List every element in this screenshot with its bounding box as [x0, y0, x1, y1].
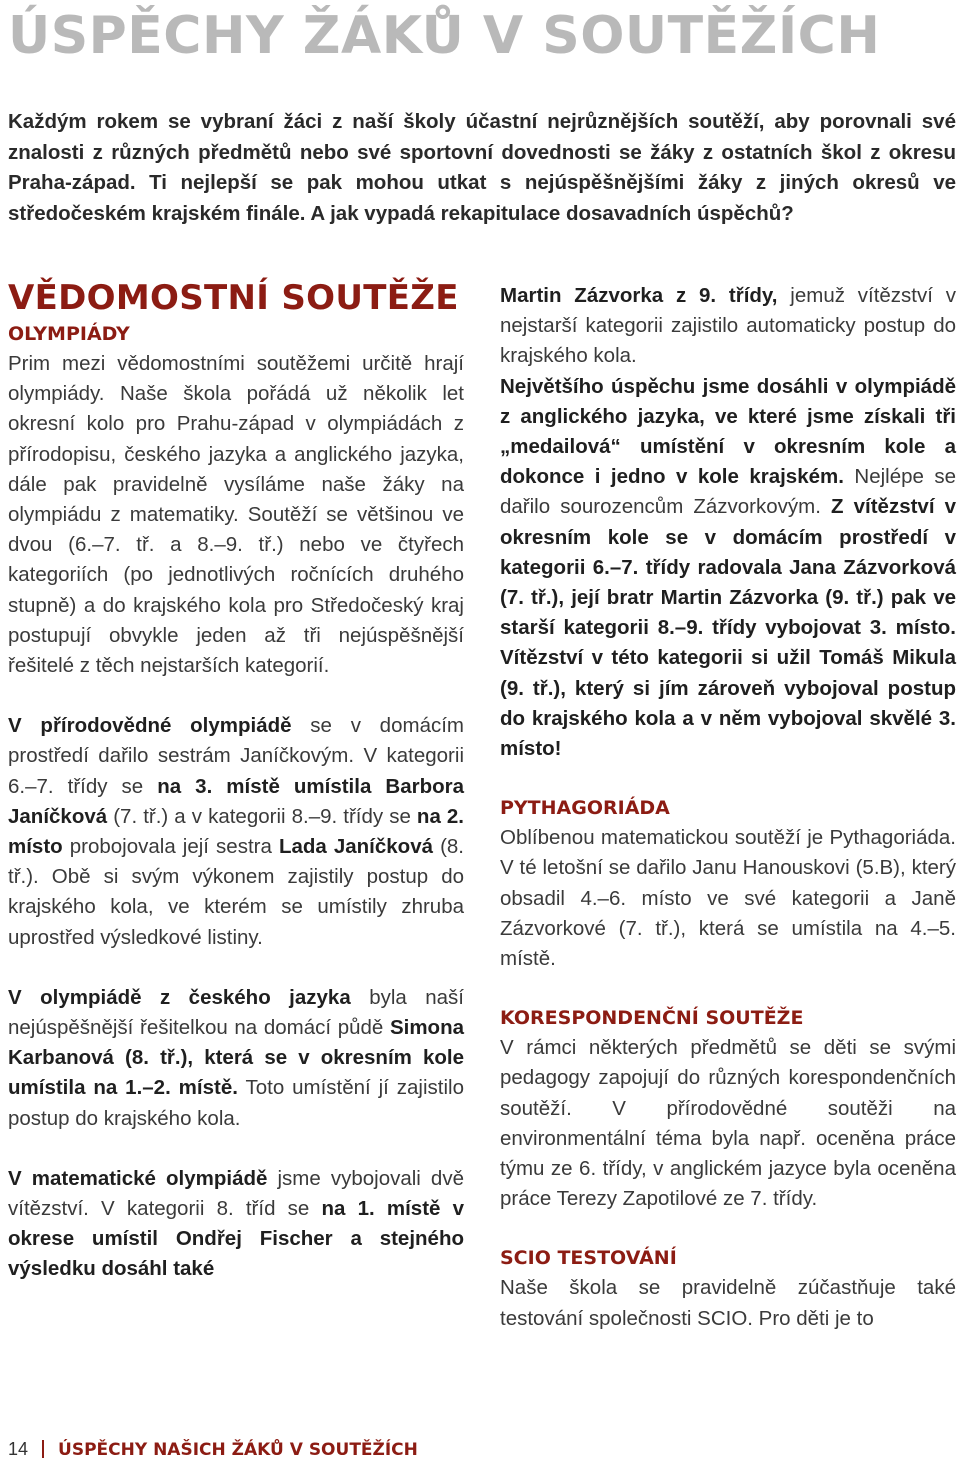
matematicka-olympiada-continued: Martin Zázvorka z 9. třídy, jemuž vítězství v nejstarší kategorii zajistilo automaticky postup do krajského kola. [500, 284, 956, 368]
subheading-korespondencni: KORESPONDENČNÍ SOUTĚŽE [500, 1007, 804, 1030]
right-column [500, 276, 956, 1334]
anglicky-jazyk-olympiada-paragraph: Největšího úspěchu jsme dosáhli v olympiádě z anglického jazyka, ve které jsme získali tři „medailová“ umístění v okresním kole a dokonce i jedno v kole krajském. Nejlépe se dařilo sourozencům Zázvorkovým. Z vítězství v okresním kole se v domácím prostředí v kategorii 6.–7. třídy radovala Jana Zázvorková (7. tř.), její bratr Martin Zázvorka (9. tř.) pak ve starší kategorii 8.–9. třídy vybojovat 3. místo. Vítězství v této kategorii si užil Tomáš Mikula (9. tř.), který si jím zároveň vybojoval postup do krajského kola a v něm vybojoval skvělé 3. místo! [500, 374, 957, 761]
subheading-pythagoriada: PYTHAGORIÁDA [500, 797, 670, 820]
left-column [8, 276, 464, 1285]
intro-paragraph: Každým rokem se vybraní žáci z naší školy účastní nejrůznějších soutěží, aby porovnali své znalosti z různých předmětů nebo své sportovní dovednosti se žáky z ostatních škol z okresu Praha-západ. Ti nejlepší se pak mohou utkat s nejúspěšnějšími žáky z jiných okresů ve středočeském krajském finále. A jak vypadá rekapitulace dosavadních úspěchů? [8, 110, 956, 225]
olympiady-intro-paragraph: Prim mezi vědomostními soutěžemi určitě hrají olympiády. Naše škola pořádá už několik let okresní kolo pro Prahu-západ v olympiádách z přírodopisu, českého jazyka a anglického jazyka, dále pak pravidelně vysíláme naše žáky na olympiádu z matematiky. Soutěží se většinou ve dvou (6.–7. tř. a 8.–9. tř.) nebo ve čtyřech kategoriích (po jednotlivých ročnících druhého stupně) a do krajského kola pro Středočeský kraj postupují obvykle jeden až tři nejúspěšnější řešitelé z těch nejstarších kategorií. [8, 352, 464, 678]
page-number: 14 [8, 1439, 29, 1459]
subheading-olympiady: OLYMPIÁDY [8, 323, 130, 345]
prirodovedna-olympiada-paragraph: V přírodovědné olympiádě se v domácím prostředí dařilo sestrám Janíčkovým. V kategorii 6.–7. třídy se na 3. místě umístila Barbora Janíčková (7. tř.) a v kategorii 8.–9. třídy se na 2. místo probojovala její sestra Lada Janíčková (8. tř.). Obě si svým výkonem zajistily postup do krajského kola, ve kterém se umístily zhruba uprostřed výsledkové listiny. [8, 714, 465, 949]
subheading-scio: SCIO TESTOVÁNÍ [500, 1247, 677, 1270]
footer-divider [42, 1440, 44, 1458]
footer-title: ÚSPĚCHY NAŠICH ŽÁKŮ V SOUTĚŽÍCH [58, 1440, 418, 1460]
korespondencni-paragraph: V rámci některých předmětů se děti se svými pedagogy zapojují do různých korespondenčních soutěží. V přírodovědné soutěži na environmentální téma byla např. oceněna práce týmu ze 6. třídy, v anglickém jazyce byla oceněna práce Terezy Zapotilové ze 7. třídy. [500, 1036, 956, 1211]
page-title: ÚSPĚCHY ŽÁKŮ V SOUTĚŽÍCH [8, 6, 881, 66]
matematicka-olympiada-paragraph: V matematické olympiádě jsme vybojovali dvě vítězství. V kategorii 8. tříd se na 1. místě v okrese umístil Ondřej Fischer a stejného výsledku dosáhl také [8, 1166, 464, 1281]
pythagoriada-paragraph: Oblíbenou matematickou soutěží je Pythagoriáda. V té letošní se dařilo Janu Hanouskovi (5.B), který obsadil 4.–6. místo ve své kategorii a Janě Zázvorkové (7. tř.), která se umístila na 4.–5. místě. [500, 826, 956, 971]
scio-paragraph: Naše škola se pravidelně zúčastňuje také testování společnosti SCIO. Pro děti je to [500, 1276, 956, 1330]
page-footer [8, 1434, 418, 1464]
cesky-jazyk-olympiada-paragraph: V olympiádě z českého jazyka byla naší nejúspěšnější řešitelkou na domácí půdě Simona Karbanová (8. tř.), která se v okresním kole umístila na 1.–2. místě. Toto umístění jí zajistilo postup do krajského kola. [8, 985, 464, 1130]
section-heading-vedomostni: VĚDOMOSTNÍ SOUTĚŽE [8, 278, 459, 318]
